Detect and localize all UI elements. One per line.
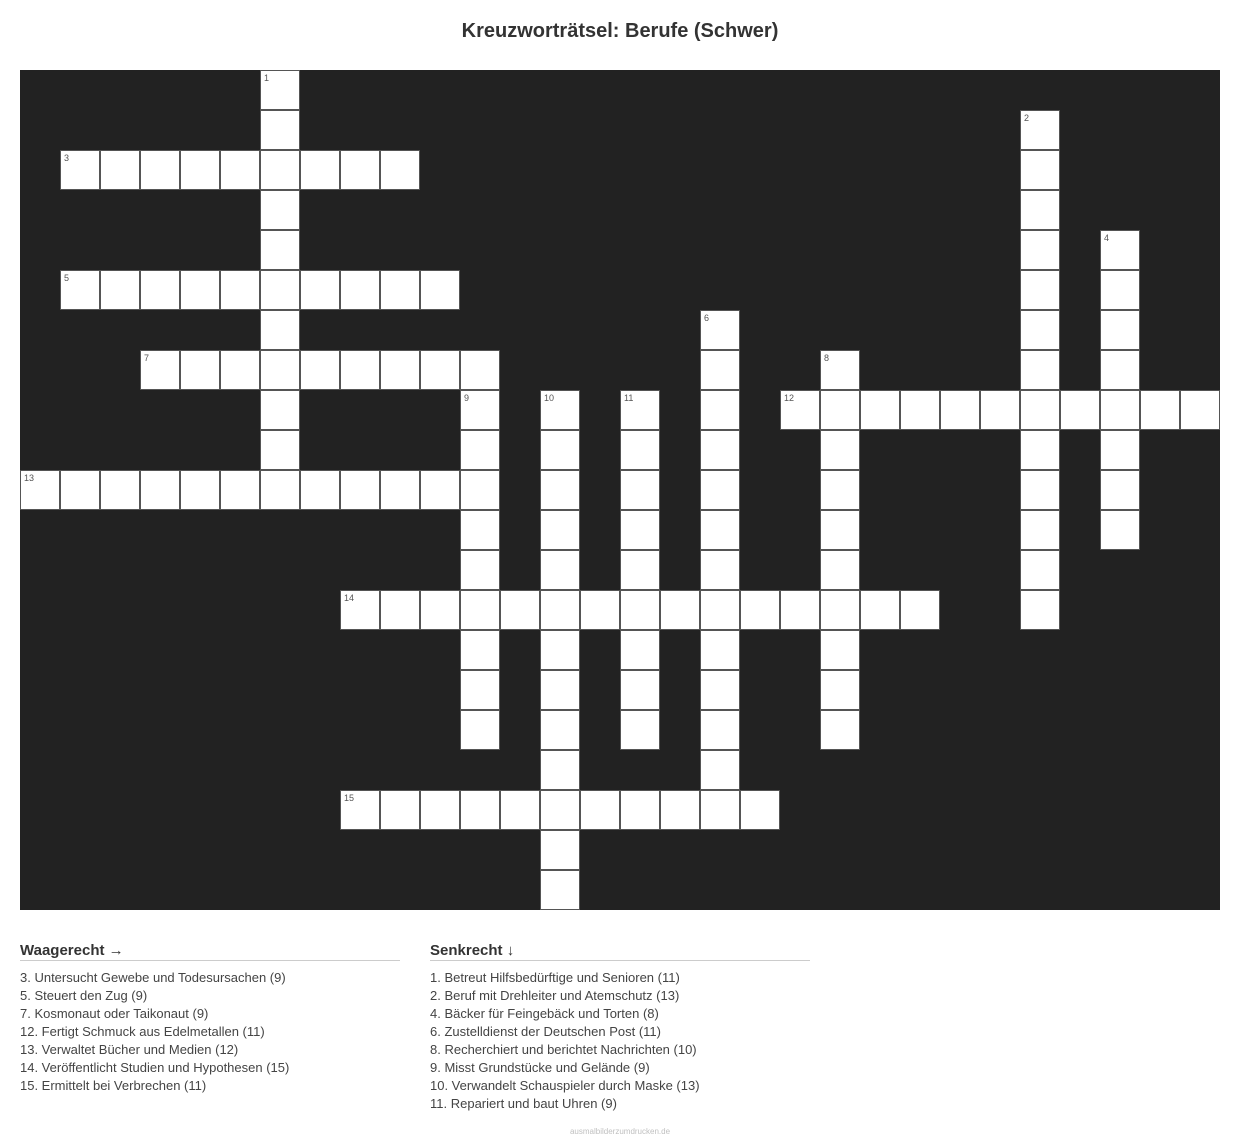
- crossword-cell[interactable]: [300, 150, 340, 190]
- crossword-cell[interactable]: [340, 470, 380, 510]
- crossword-cell[interactable]: [500, 590, 540, 630]
- crossword-cell[interactable]: [540, 510, 580, 550]
- clue-number: 1: [264, 73, 270, 83]
- crossword-cell[interactable]: [1020, 310, 1060, 350]
- clue-number: 3: [64, 153, 70, 163]
- crossword-cell[interactable]: [540, 390, 580, 430]
- crossword-cell[interactable]: [820, 390, 860, 430]
- crossword-cell[interactable]: [300, 350, 340, 390]
- crossword-cell[interactable]: [940, 390, 980, 430]
- crossword-cell[interactable]: [540, 430, 580, 470]
- crossword-cell[interactable]: [540, 630, 580, 670]
- crossword-cell[interactable]: [620, 550, 660, 590]
- crossword-cell[interactable]: [260, 350, 300, 390]
- crossword-cell[interactable]: [1020, 270, 1060, 310]
- crossword-cell[interactable]: [820, 510, 860, 550]
- crossword-cell[interactable]: [780, 390, 820, 430]
- crossword-cell[interactable]: [340, 350, 380, 390]
- crossword-cell[interactable]: [1140, 390, 1180, 430]
- crossword-cell[interactable]: [20, 470, 60, 510]
- down-clue: 8. Recherchiert und berichtet Nachrichten (10): [430, 1042, 697, 1057]
- crossword-cell[interactable]: [1020, 350, 1060, 390]
- crossword-cell[interactable]: [620, 790, 660, 830]
- crossword-cell[interactable]: [1020, 550, 1060, 590]
- across-clue: 3. Untersucht Gewebe und Todesursachen (9): [20, 970, 286, 985]
- crossword-cell[interactable]: [260, 230, 300, 270]
- crossword-cell[interactable]: [140, 470, 180, 510]
- across-heading: Waagerecht →: [20, 942, 400, 961]
- crossword-cell[interactable]: [780, 590, 820, 630]
- crossword-cell[interactable]: [900, 390, 940, 430]
- crossword-cell[interactable]: [1100, 270, 1140, 310]
- crossword-cell[interactable]: [700, 510, 740, 550]
- clue-number: 13: [24, 473, 35, 483]
- across-clue: 12. Fertigt Schmuck aus Edelmetallen (11): [20, 1024, 265, 1039]
- down-clue: 2. Beruf mit Drehleiter und Atemschutz (13): [430, 988, 680, 1003]
- across-clues-panel: [20, 942, 400, 1095]
- crossword-cell[interactable]: [340, 790, 380, 830]
- crossword-cell[interactable]: [1100, 430, 1140, 470]
- clue-number: 14: [344, 593, 355, 603]
- crossword-cell[interactable]: [1100, 510, 1140, 550]
- crossword-cell[interactable]: [180, 470, 220, 510]
- crossword-cell[interactable]: [460, 470, 500, 510]
- crossword-cell[interactable]: [260, 190, 300, 230]
- crossword-cell[interactable]: [60, 470, 100, 510]
- crossword-cell[interactable]: [700, 790, 740, 830]
- crossword-cell[interactable]: [700, 430, 740, 470]
- crossword-cell[interactable]: [180, 270, 220, 310]
- crossword-cell[interactable]: [500, 790, 540, 830]
- crossword-cell[interactable]: [380, 350, 420, 390]
- crossword-cell[interactable]: [340, 150, 380, 190]
- clue-number: 15: [344, 793, 355, 803]
- crossword-cell[interactable]: [740, 590, 780, 630]
- crossword-cell[interactable]: [380, 470, 420, 510]
- crossword-cell[interactable]: [700, 550, 740, 590]
- crossword-cell[interactable]: [180, 350, 220, 390]
- crossword-cell[interactable]: [460, 790, 500, 830]
- crossword-cell[interactable]: [980, 390, 1020, 430]
- crossword-cell[interactable]: [660, 790, 700, 830]
- clue-number: 8: [824, 353, 830, 363]
- crossword-grid: [20, 70, 1220, 910]
- crossword-cell[interactable]: [220, 270, 260, 310]
- crossword-cell[interactable]: [1020, 430, 1060, 470]
- crossword-cell[interactable]: [260, 270, 300, 310]
- down-clue: 10. Verwandelt Schauspieler durch Maske (13): [430, 1078, 700, 1093]
- crossword-cell[interactable]: [340, 270, 380, 310]
- crossword-cell[interactable]: [260, 70, 300, 110]
- crossword-cell[interactable]: [460, 350, 500, 390]
- crossword-cell[interactable]: [460, 710, 500, 750]
- crossword-cell[interactable]: [220, 350, 260, 390]
- crossword-cell[interactable]: [380, 790, 420, 830]
- crossword-cell[interactable]: [900, 590, 940, 630]
- crossword-cell[interactable]: [700, 710, 740, 750]
- crossword-cell[interactable]: [460, 430, 500, 470]
- across-clue: 5. Steuert den Zug (9): [20, 988, 148, 1003]
- down-clue: 6. Zustelldienst der Deutschen Post (11): [430, 1024, 661, 1039]
- crossword-cell[interactable]: [220, 150, 260, 190]
- crossword-cell[interactable]: [460, 550, 500, 590]
- crossword-cell[interactable]: [620, 390, 660, 430]
- crossword-cell[interactable]: [820, 470, 860, 510]
- down-clue: 9. Misst Grundstücke und Gelände (9): [430, 1060, 650, 1075]
- down-clue: 4. Bäcker für Feingebäck und Torten (8): [430, 1006, 659, 1021]
- crossword-cell[interactable]: [460, 590, 500, 630]
- crossword-cell[interactable]: [260, 430, 300, 470]
- crossword-cell[interactable]: [660, 590, 700, 630]
- crossword-cell[interactable]: [540, 670, 580, 710]
- crossword-cell[interactable]: [1020, 230, 1060, 270]
- crossword-cell[interactable]: [700, 390, 740, 430]
- crossword-cell[interactable]: [620, 470, 660, 510]
- clue-number: 12: [784, 393, 795, 403]
- crossword-cell[interactable]: [260, 470, 300, 510]
- crossword-cell[interactable]: [140, 350, 180, 390]
- crossword-cell[interactable]: [60, 270, 100, 310]
- crossword-cell[interactable]: [460, 390, 500, 430]
- crossword-cell[interactable]: [1020, 390, 1060, 430]
- across-clue: 15. Ermittelt bei Verbrechen (11): [20, 1078, 207, 1093]
- crossword-cell[interactable]: [820, 590, 860, 630]
- crossword-cell[interactable]: [100, 150, 140, 190]
- crossword-cell[interactable]: [460, 510, 500, 550]
- crossword-cell[interactable]: [620, 510, 660, 550]
- crossword-cell[interactable]: [620, 430, 660, 470]
- crossword-cell[interactable]: [1100, 470, 1140, 510]
- crossword-cell[interactable]: [1100, 390, 1140, 430]
- crossword-cell[interactable]: [1020, 470, 1060, 510]
- down-clues-panel: [430, 942, 810, 1113]
- crossword-cell[interactable]: [380, 270, 420, 310]
- crossword-cell[interactable]: [620, 630, 660, 670]
- crossword-cell[interactable]: [700, 350, 740, 390]
- crossword-cell[interactable]: [580, 590, 620, 630]
- crossword-cell[interactable]: [220, 470, 260, 510]
- crossword-cell[interactable]: [420, 350, 460, 390]
- crossword-cell[interactable]: [820, 670, 860, 710]
- down-clue: 1. Betreut Hilfsbedürftige und Senioren (11): [430, 970, 680, 985]
- crossword-cell[interactable]: [420, 790, 460, 830]
- crossword-cell[interactable]: [580, 790, 620, 830]
- down-clue: 11. Repariert und baut Uhren (9): [430, 1096, 617, 1111]
- crossword-cell[interactable]: [1100, 310, 1140, 350]
- crossword-cell[interactable]: [380, 590, 420, 630]
- crossword-cell[interactable]: [420, 590, 460, 630]
- crossword-cell[interactable]: [820, 430, 860, 470]
- crossword-cell[interactable]: [740, 790, 780, 830]
- crossword-cell[interactable]: [540, 470, 580, 510]
- crossword-cell[interactable]: [140, 270, 180, 310]
- crossword-cell[interactable]: [700, 750, 740, 790]
- crossword-cell[interactable]: [460, 670, 500, 710]
- clue-number: 5: [64, 273, 70, 283]
- crossword-cell[interactable]: [260, 150, 300, 190]
- crossword-cell[interactable]: [1100, 230, 1140, 270]
- crossword-cell[interactable]: [460, 630, 500, 670]
- crossword-cell[interactable]: [1020, 190, 1060, 230]
- crossword-cell[interactable]: [820, 710, 860, 750]
- crossword-cell[interactable]: [100, 470, 140, 510]
- crossword-cell[interactable]: [140, 150, 180, 190]
- crossword-cell[interactable]: [820, 350, 860, 390]
- crossword-cell[interactable]: [1020, 590, 1060, 630]
- crossword-cell[interactable]: [380, 150, 420, 190]
- crossword-cell[interactable]: [540, 870, 580, 910]
- crossword-cell[interactable]: [540, 790, 580, 830]
- crossword-cell[interactable]: [700, 630, 740, 670]
- page-title: Kreuzworträtsel: Berufe (Schwer): [461, 20, 779, 42]
- crossword-cell[interactable]: [540, 750, 580, 790]
- crossword-cell[interactable]: [620, 670, 660, 710]
- crossword-cell[interactable]: [620, 710, 660, 750]
- crossword-cell[interactable]: [820, 630, 860, 670]
- clue-number: 7: [144, 353, 150, 363]
- clue-number: 4: [1104, 233, 1110, 243]
- crossword-cell[interactable]: [1020, 150, 1060, 190]
- crossword-cell[interactable]: [540, 710, 580, 750]
- crossword-cell[interactable]: [1180, 390, 1220, 430]
- crossword-cell[interactable]: [180, 150, 220, 190]
- crossword-cell[interactable]: [700, 670, 740, 710]
- crossword-cell[interactable]: [540, 830, 580, 870]
- crossword-cell[interactable]: [700, 590, 740, 630]
- crossword-cell[interactable]: [260, 310, 300, 350]
- clue-number: 10: [544, 393, 555, 403]
- crossword-cell[interactable]: [260, 110, 300, 150]
- crossword-cell[interactable]: [1100, 350, 1140, 390]
- across-clue: 7. Kosmonaut oder Taikonaut (9): [20, 1006, 209, 1021]
- crossword-cell[interactable]: [420, 470, 460, 510]
- crossword-cell[interactable]: [300, 270, 340, 310]
- crossword-cell[interactable]: [540, 590, 580, 630]
- crossword-cell[interactable]: [860, 590, 900, 630]
- crossword-cell[interactable]: [540, 550, 580, 590]
- crossword-cell[interactable]: [1020, 510, 1060, 550]
- clue-number: 9: [464, 393, 470, 403]
- crossword-cell[interactable]: [340, 590, 380, 630]
- crossword-cell[interactable]: [420, 270, 460, 310]
- clue-number: 2: [1024, 113, 1030, 123]
- crossword-cell[interactable]: [820, 550, 860, 590]
- down-heading: Senkrecht ↓: [430, 942, 810, 961]
- clue-number: 6: [704, 313, 710, 323]
- crossword-cell[interactable]: [1060, 390, 1100, 430]
- crossword-cell[interactable]: [60, 150, 100, 190]
- footer-credit: ausmalbilderzumdrucken.de: [569, 1127, 671, 1136]
- crossword-cell[interactable]: [300, 470, 340, 510]
- crossword-cell[interactable]: [100, 270, 140, 310]
- crossword-cell[interactable]: [700, 470, 740, 510]
- across-clue: 13. Verwaltet Bücher und Medien (12): [20, 1042, 239, 1057]
- crossword-cell[interactable]: [860, 390, 900, 430]
- crossword-cell[interactable]: [260, 390, 300, 430]
- crossword-cell[interactable]: [620, 590, 660, 630]
- clue-number: 11: [624, 393, 634, 403]
- crossword-cell[interactable]: [700, 310, 740, 350]
- crossword-cell[interactable]: [1020, 110, 1060, 150]
- across-clue: 14. Veröffentlicht Studien und Hypothesen (15): [20, 1060, 290, 1075]
